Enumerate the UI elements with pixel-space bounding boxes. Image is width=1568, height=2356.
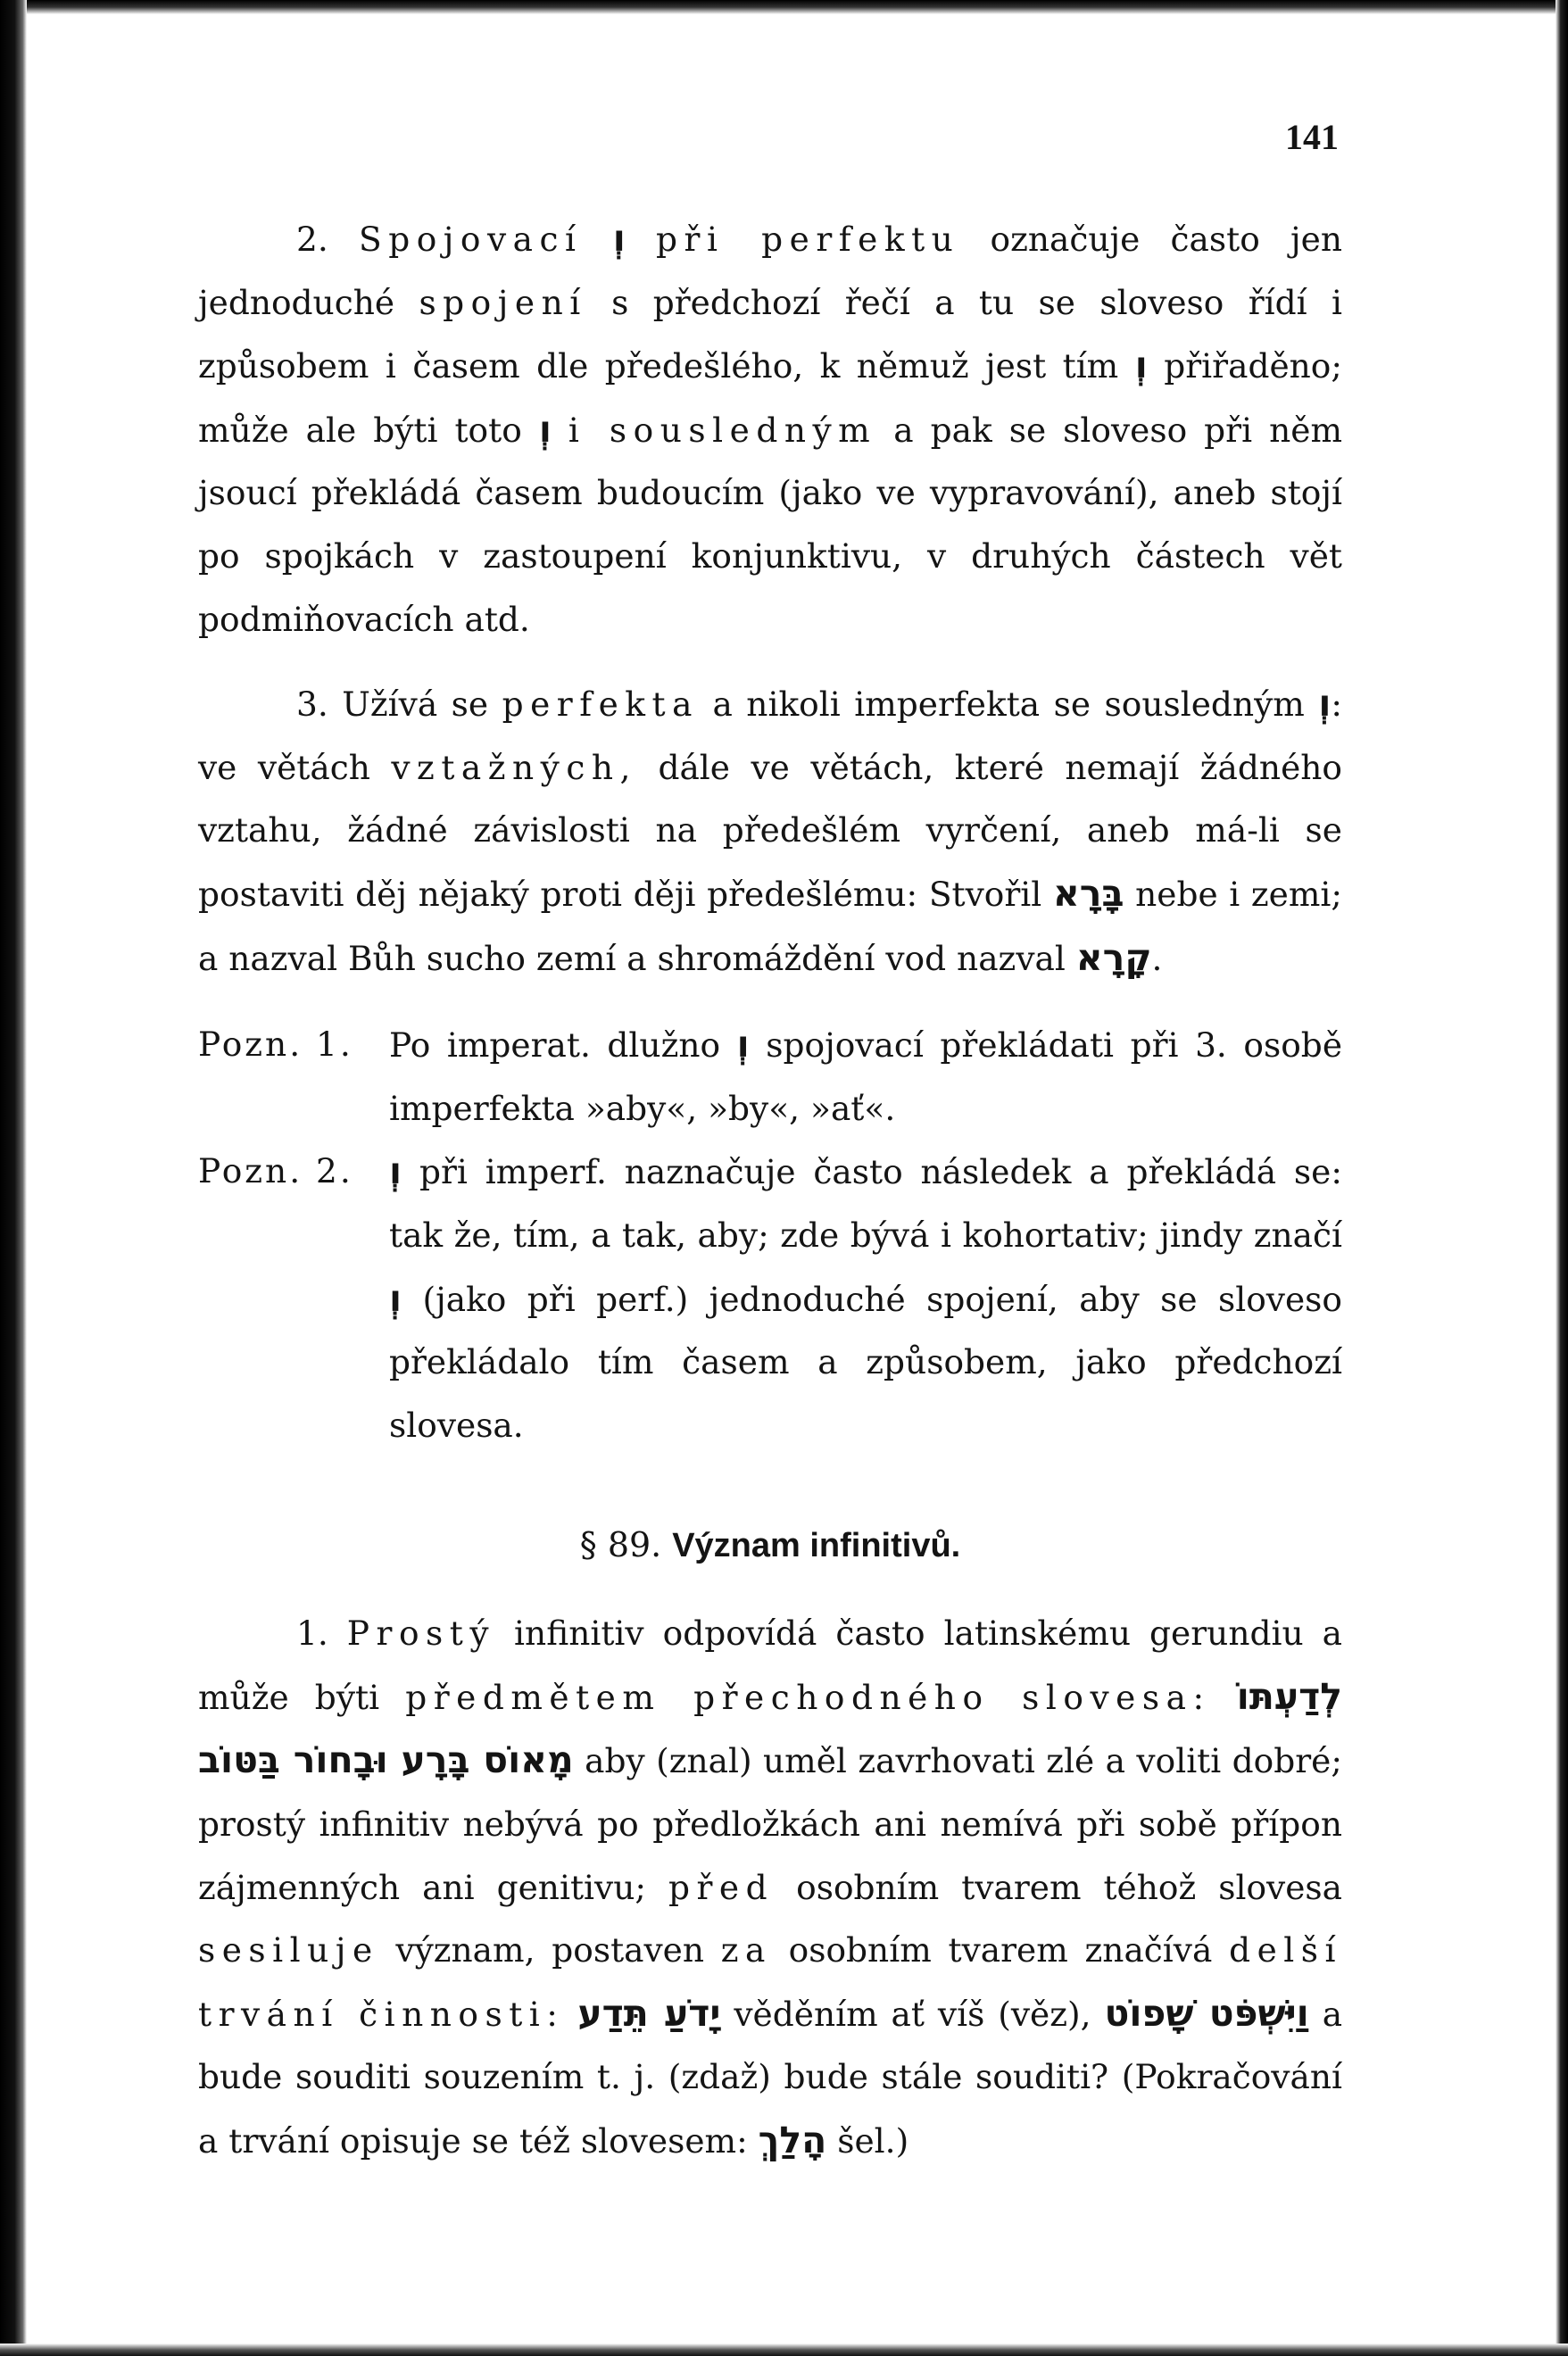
text-run: infinitiv odpovídá často latinskému gerundiu a může býti: [198, 1614, 1342, 1717]
paragraph-infinitive: [198, 1602, 1342, 2172]
paragraph-2: [198, 207, 1342, 651]
hebrew-vav: וְ: [389, 1149, 402, 1193]
text-run: význam, postaven: [395, 1930, 705, 1970]
text-run: při imperf. naznačuje často následek a překládá se: tak že, tím, a tak, aby; zde bývá i kohortativ; jindy značí: [389, 1152, 1343, 1255]
hebrew-vav: וְ: [538, 407, 552, 451]
text-run: nebe i zemi; a nazval Bůh sucho zemí a shromáždění vod nazval: [198, 874, 1343, 978]
text-run: osobním tvarem značívá: [788, 1930, 1213, 1970]
spaced-term: perfekta: [502, 684, 699, 725]
paragraph-number: 1.: [296, 1614, 328, 1654]
hebrew-word-halakh: הָלַךְ: [758, 2119, 827, 2162]
spaced-term: Spojovací: [359, 220, 583, 259]
spaced-term: vztažných,: [391, 747, 637, 787]
note-label: Pozn. 2.: [198, 1151, 353, 1191]
text-run: Užívá se: [342, 684, 489, 725]
note-2: [198, 1140, 1342, 1456]
scan-border-right: [1556, 0, 1568, 2356]
text-run: označuje často jen jednoduché: [198, 220, 1342, 322]
scan-border-left: [0, 0, 27, 2356]
hebrew-phrase: יָדֹעַ תֵּדַע: [577, 1991, 721, 2035]
hebrew-phrase: וַיִּשְׁפֹּט שָׁפוֹט: [1104, 1991, 1309, 2035]
spaced-term: sesiluje: [198, 1930, 379, 1970]
text-run: šel.): [837, 2121, 909, 2161]
spaced-term: při perfektu: [656, 220, 960, 259]
text-run: věděním ať víš (věz),: [734, 1994, 1091, 2034]
paragraph-number: 2.: [296, 220, 328, 259]
text-run: a bude souditi souzením t. j. (zdaž) bude stále souditi? (Pokračování a trvání opisuje se též slovesem:: [198, 1994, 1343, 2161]
text-run: s předchozí řečí a tu se sloveso řídí i způsobem i časem dle předešlého, k němuž jest tím: [198, 282, 1342, 386]
section-heading: [198, 1514, 1342, 1577]
hebrew-vav: וְ: [1134, 344, 1148, 387]
note-body: [389, 1140, 1342, 1456]
spaced-term: Prostý: [346, 1614, 496, 1654]
section-symbol: § 89.: [579, 1525, 662, 1565]
text-run: spojovací překládati při 3. osobě imperfekta »aby«, »by«, »ať«.: [389, 1025, 1343, 1128]
spaced-term: delší trvání činnosti:: [198, 1930, 1343, 2034]
hebrew-word-qara: קָרָא: [1075, 935, 1152, 979]
spaced-term: před: [668, 1867, 775, 1907]
hebrew-vav: וְ: [1318, 682, 1332, 726]
text-run: aby (znal) uměl zavrhovati zlé a voliti dobré; prostý infinitiv nebývá po předložkách ani nemívá při sobě přípon zájmenných ani genitivu;: [198, 1741, 1343, 1907]
paragraph-number: 3.: [296, 684, 328, 725]
hebrew-vav: וְ: [612, 217, 626, 260]
hebrew-word-bara: בָּרָא: [1052, 871, 1124, 915]
section-title: Význam infinitivů.: [672, 1527, 961, 1565]
text-run: a nikoli imperfekta se sousledným: [712, 684, 1305, 725]
spaced-term: předmětem přechodného slovesa:: [405, 1677, 1211, 1717]
note-1: [198, 1013, 1342, 1140]
paragraph-3: 3. Užívá se perfekta a nikoli imperfekta se sousledným וְ: ve větách vztažných, dále ve větách, které nemají žádného vztahu, žádné závislosti na předešlém vyrčení, aneb má-li se postaviti děj nějaký proti ději předešlému: Stvořil בָּרָא nebe i zemi; a nazval Bůh sucho zemí a shromáždění vod nazval קָרָא.: [198, 682, 1343, 979]
spaced-term: i sousledným: [568, 410, 877, 450]
page-number: 141: [1285, 117, 1339, 157]
text-run: dále ve větách, které nemají žádného vztahu, žádné závislosti na předešlém vyrčení, aneb má-li se postaviti děj nějaký proti ději předešlému: Stvořil: [198, 747, 1342, 914]
text-run: přiřaděno; může ale býti toto: [198, 346, 1343, 450]
spaced-term: spojení: [419, 282, 587, 322]
text-run: a pak se sloveso při něm jsoucí překládá časem budoucím (jako ve vypravování), aneb stojí po spojkách v zastoupení konjunktivu, v druhých částech vět podmiňovacích atd.: [198, 410, 1343, 639]
hebrew-phrase: לְדַעְתּוֹ מָאוֹס בָּרָע וּבָחוֹר בַּטּוֹב: [198, 1674, 1343, 1782]
scan-border-bottom: [0, 2344, 1568, 2356]
scan-border-top: [0, 0, 1568, 14]
text-run: : ve větách: [198, 684, 1343, 787]
spaced-term: za: [720, 1930, 772, 1970]
text-run: osobním tvarem téhož slovesa: [796, 1867, 1343, 1907]
hebrew-vav: וְ: [736, 1023, 750, 1066]
note-body: [389, 1013, 1342, 1140]
hebrew-vav: וְ: [389, 1276, 402, 1320]
note-label: Pozn. 1.: [198, 1025, 353, 1065]
text-run: Po imperat. dlužno: [389, 1025, 721, 1066]
page-body: [198, 207, 1342, 2173]
text-run: (jako při perf.) jednoduché spojení, aby se sloveso překládalo tím časem a způsobem, jako předchozí slovesa.: [389, 1279, 1342, 1445]
